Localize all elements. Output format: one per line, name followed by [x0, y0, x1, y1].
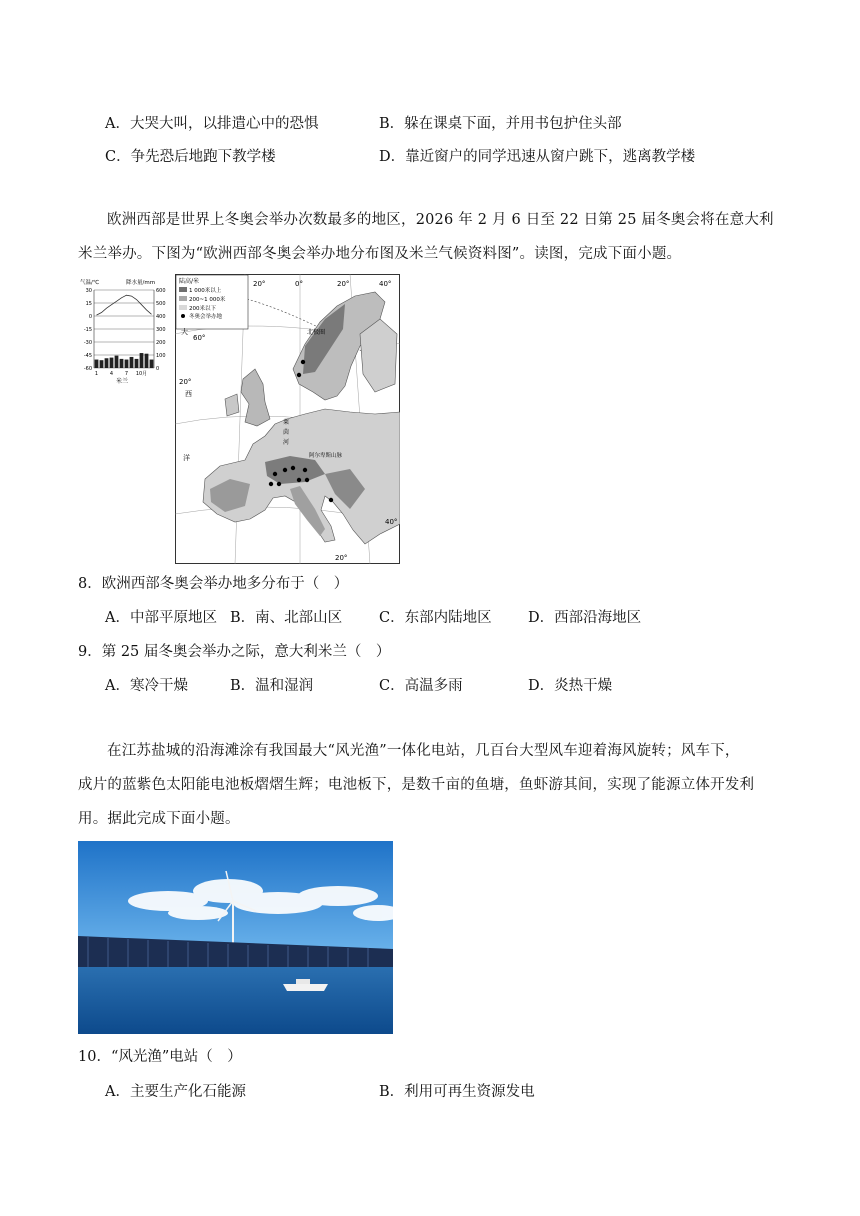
q9-stem: 9．第 25 届冬奥会举办之际，意大利米兰（ ） — [78, 644, 391, 660]
temp-tick-label: -30 — [83, 340, 92, 346]
temp-tick-label: 0 — [88, 314, 92, 320]
precip-tick-label: 600 — [156, 288, 166, 294]
legend-swatch-high — [179, 287, 187, 292]
legend-mid-label: 200~1 000米 — [189, 297, 226, 303]
q9-option-c: C．高温多雨 — [379, 678, 463, 694]
precip-axis-label: 降水量/mm — [126, 280, 156, 286]
precip-bar — [130, 357, 134, 368]
ocean-label-xi: 西 — [185, 390, 192, 398]
q8-option-a: A．中部平原地区 — [105, 610, 217, 626]
passage-power-line1: 在江苏盐城的沿海滩涂有我国最大“风光渔”一体化电站，几百台大型风车迎着海风旋转；风车下， — [107, 743, 740, 759]
precip-bar — [95, 360, 99, 368]
q9-option-b: B．温和湿润 — [230, 678, 314, 694]
q9-option-d: D．炎热干燥 — [528, 678, 613, 694]
legend-olympic-label: 冬奥会举办地 — [189, 314, 223, 320]
q8-option-c: C．东部内陆地区 — [379, 610, 492, 626]
q8-option-b: B．南、北部山区 — [230, 610, 343, 626]
ocean-label-yang: 洋 — [183, 454, 190, 462]
olympic-host-dot — [291, 466, 295, 470]
precip-tick-label: 400 — [156, 314, 166, 320]
temp-tick-label: -60 — [83, 366, 92, 372]
legend-high-label: 1 000米以上 — [189, 288, 222, 294]
precip-tick-label: 100 — [156, 353, 166, 359]
lon-20e: 20° — [337, 280, 350, 288]
q8-stem: 8．欧洲西部冬奥会举办地多分布于（ ） — [78, 576, 349, 592]
lon-40e: 40° — [379, 280, 392, 288]
q7-option-a: A．大哭大叫，以排遣心中的恐惧 — [105, 116, 319, 132]
precip-bar — [145, 354, 149, 368]
lat-20w-left: 20° — [179, 378, 192, 386]
q7-option-d: D．靠近窗户的同学迅速从窗户跳下，逃离教学楼 — [379, 149, 696, 165]
olympic-host-dot — [329, 498, 333, 502]
olympic-host-dot — [269, 482, 273, 486]
olympic-host-dot — [297, 373, 301, 377]
month-tick-label: 7 — [124, 371, 129, 377]
olympic-host-dot — [273, 472, 277, 476]
q7-option-c: C．争先恐后地跑下教学楼 — [105, 149, 276, 165]
rhine-label-lai: 莱 — [283, 419, 290, 426]
olympic-host-dot — [277, 482, 281, 486]
precip-tick-label: 500 — [156, 301, 166, 307]
alps-label: 阿尔卑斯山脉 — [309, 453, 343, 459]
passage-europe-line1: 欧洲西部是世界上冬奥会举办次数最多的地区，2026 年 2 月 6 日至 22 日第 25 届冬奥会将在意大利 — [107, 212, 774, 228]
q8-option-d: D．西部沿海地区 — [528, 610, 642, 626]
precip-bar — [120, 359, 124, 368]
temp-axis-label: 气温/℃ — [80, 280, 100, 286]
q10-option-b: B．利用可再生资源发电 — [379, 1084, 535, 1100]
passage-power-line3: 用。据此完成下面小题。 — [78, 811, 240, 827]
passage-power-line2: 成片的蓝紫色太阳能电池板熠熠生辉；电池板下，是数千亩的鱼塘，鱼虾游其间，实现了能源立体开发利 — [78, 777, 755, 793]
temp-tick-label: 15 — [85, 301, 92, 307]
europe-winter-olympics-map — [175, 274, 400, 564]
arctic-circle-label: 北极圈 — [307, 329, 326, 336]
q7-option-b: B．躲在课桌下面，并用书包护住头部 — [379, 116, 622, 132]
map-legend — [176, 275, 248, 329]
legend-title: 陆高/米 — [179, 278, 200, 285]
milan-climate-chart — [78, 276, 170, 388]
precip-bar — [125, 360, 129, 368]
temperature-curve — [97, 295, 152, 315]
temp-tick-label: -15 — [83, 327, 92, 333]
q10-option-a: A．主要生产化石能源 — [105, 1084, 246, 1100]
ocean-label-da: 大 — [181, 328, 188, 336]
legend-swatch-mid — [179, 296, 187, 301]
olympic-host-dot — [297, 478, 301, 482]
precip-tick-label: 0 — [156, 366, 160, 372]
lat-60: 60° — [193, 334, 206, 342]
month-tick-label: 10月 — [135, 371, 148, 377]
lon-20-bottom: 20° — [335, 554, 348, 562]
month-tick-label: 1 — [94, 371, 99, 377]
month-tick-label: 4 — [109, 371, 114, 377]
precip-tick-label: 300 — [156, 327, 166, 333]
wind-solar-fishery-photo — [78, 841, 393, 1034]
legend-low-label: 200米以下 — [189, 306, 216, 312]
rhine-label-yin: 茵 — [283, 429, 290, 436]
passage-power-station — [78, 734, 784, 836]
precip-bar — [110, 358, 114, 368]
precip-bar — [105, 358, 109, 368]
lat-40: 40° — [385, 518, 398, 526]
precip-bar — [135, 359, 139, 368]
precip-tick-label: 200 — [156, 340, 166, 346]
olympic-host-dot — [303, 468, 307, 472]
precip-bar — [100, 360, 104, 368]
fish-pond-water — [78, 967, 393, 1034]
q10-stem: 10．“风光渔”电站（ ） — [78, 1049, 242, 1065]
climate-bars — [95, 353, 154, 368]
precip-bar — [115, 356, 119, 368]
rhine-label-he: 河 — [283, 439, 290, 446]
precip-bar — [150, 360, 154, 368]
lon-20w-top: 20° — [253, 280, 266, 288]
temp-tick-label: 30 — [85, 288, 92, 294]
olympic-host-dot — [305, 478, 309, 482]
q9-option-a: A．寒冷干燥 — [105, 678, 188, 694]
temp-tick-label: -45 — [83, 353, 92, 359]
lon-0: 0° — [295, 280, 303, 288]
precip-bar — [140, 353, 144, 368]
olympic-host-dot — [283, 468, 287, 472]
olympic-host-dot — [301, 360, 305, 364]
legend-swatch-low — [179, 305, 187, 310]
legend-olympic-dot — [181, 314, 185, 318]
passage-europe-line2: 米兰举办。下图为“欧洲西部冬奥会举办地分布图及米兰气候资料图”。读图，完成下面小题。 — [78, 246, 682, 262]
passage-europe — [78, 203, 784, 271]
city-label: 米兰 — [115, 378, 129, 385]
